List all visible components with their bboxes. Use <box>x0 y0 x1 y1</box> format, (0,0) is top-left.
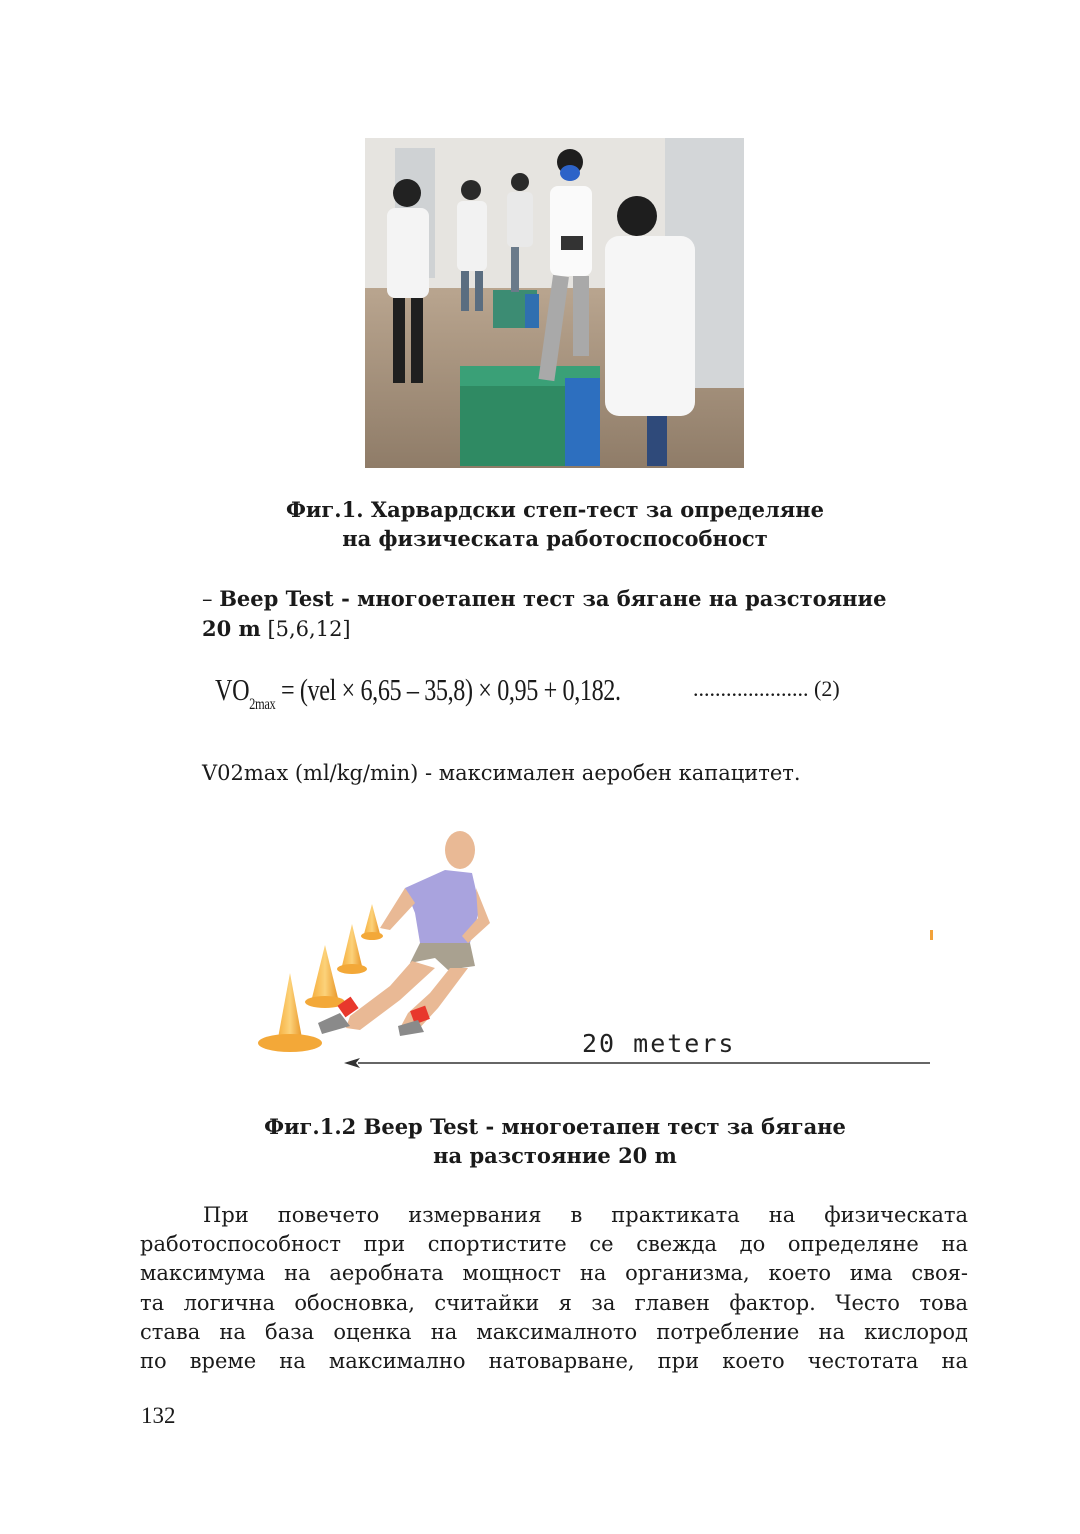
body-line: та логична обосновка, считайки я за главен фактор. Често това <box>140 1290 968 1315</box>
cone-icon <box>361 904 383 940</box>
harvard-step-test-photo <box>365 138 744 468</box>
formula-subscript: 2max <box>249 696 276 713</box>
body-line: по време на максимално натоварване, при което честотата на <box>140 1348 968 1373</box>
beep-dash: – <box>202 587 220 611</box>
figure2-caption-line2: на разстояние 20 m <box>433 1143 677 1168</box>
beep-test-heading <box>202 584 982 644</box>
figure2-caption-line1: Фиг.1.2 Beep Test - многоетапен тест за бягане <box>264 1114 846 1139</box>
body-line: максимума на аеробната мощност на организма, което има своя- <box>140 1261 968 1286</box>
beep-references: [5,6,12] <box>260 617 351 641</box>
vo2max-definition: V02max (ml/kg/min) - максимален аеробен капацитет. <box>202 761 801 785</box>
equation-number: ..................... (2) <box>693 676 840 701</box>
cone-icon <box>258 973 322 1052</box>
formula-lhs: VO <box>215 672 250 707</box>
page-number: 132 <box>141 1403 176 1428</box>
body-line: става на база оценка на максималното потребление на кислород <box>140 1319 968 1344</box>
body-paragraph <box>140 1201 968 1376</box>
body-line: При повечето измервания в практиката на физическата <box>203 1203 968 1227</box>
distance-label: 20 meters <box>582 1029 736 1058</box>
figure1-caption-line2: на физическата работоспособност <box>342 526 768 551</box>
vo2max-formula <box>215 672 621 714</box>
figure1-caption-line1: Фиг.1. Харвардски степ-тест за определяне <box>285 497 825 522</box>
beep-title: Beep Test - многоетапен тест за бягане на разстояние <box>219 586 887 611</box>
cone-icon <box>337 924 367 974</box>
beep-test-illustration <box>240 818 945 1080</box>
arrow-head-icon <box>344 1058 360 1068</box>
body-line: работоспособност при спортистите се свежда до определяне на <box>140 1232 968 1257</box>
formula-rhs: = (vel × 6,65 – 35,8) × 0,95 + 0,182. <box>275 672 621 707</box>
figure2-caption <box>140 1112 970 1170</box>
figure1-caption <box>140 495 970 553</box>
runner-figure <box>318 831 490 1036</box>
beep-distance: 20 m <box>202 616 261 641</box>
cone-icon <box>305 945 345 1008</box>
